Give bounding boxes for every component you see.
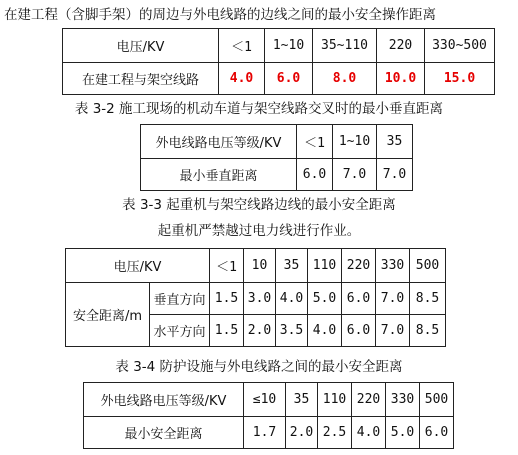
table3-value-cell: 3.5 [276, 315, 308, 347]
table3-value-cell: 6.0 [342, 315, 376, 347]
table1-value-cell: 8.0 [313, 63, 377, 95]
table3-value-cell: 4.0 [276, 283, 308, 315]
table4-header-cell: 外电线路电压等级/KV [84, 383, 244, 417]
table2-header-cell: 35 [377, 125, 413, 159]
table2-row [141, 159, 413, 191]
table2-value-cell: 7.0 [333, 159, 377, 191]
table4-header-row [84, 383, 454, 417]
table4-caption: 表 3-4 防护设施与外电线路之间的最小安全距离 [115, 359, 403, 375]
table1-header-cell: 220 [377, 29, 425, 63]
table1-value-cell: 4.0 [219, 63, 265, 95]
table2-row-label: 最小垂直距离 [141, 159, 297, 191]
table3-value-cell: 7.0 [376, 315, 410, 347]
table4-header-cell: 110 [318, 383, 352, 417]
table3-value-cell: 3.0 [244, 283, 276, 315]
table3-header-cell: ＜1 [210, 249, 244, 283]
table4 [83, 382, 454, 449]
table1 [62, 28, 495, 95]
table2-header-cell: 外电线路电压等级/KV [141, 125, 297, 159]
table3-row-label: 水平方向 [150, 315, 210, 347]
table3-header-cell: 电压/KV [66, 249, 210, 283]
table1-header-cell: 1~10 [265, 29, 313, 63]
table1-value-cell: 6.0 [265, 63, 313, 95]
table4-value-cell: 1.7 [244, 417, 286, 449]
table3-note: 起重机严禁越过电力线进行作业。 [157, 223, 361, 239]
table4-header-cell: ≤10 [244, 383, 286, 417]
table4-value-cell: 4.0 [352, 417, 386, 449]
table1-header-cell: ＜1 [219, 29, 265, 63]
table2-header-cell: ＜1 [297, 125, 333, 159]
table2-header-cell: 1~10 [333, 125, 377, 159]
table4-header-cell: 500 [420, 383, 454, 417]
table4-header-cell: 220 [352, 383, 386, 417]
table3-value-cell: 1.5 [210, 283, 244, 315]
table1-header-row [63, 29, 495, 63]
table4-row [84, 417, 454, 449]
table3-header-cell: 500 [410, 249, 446, 283]
table4-value-cell: 2.0 [286, 417, 318, 449]
table3-caption: 表 3-3 起重机与架空线路边线的最小安全距离 [122, 197, 396, 213]
table3-header-cell: 110 [308, 249, 342, 283]
table2-value-cell: 7.0 [377, 159, 413, 191]
table2-header-row [141, 125, 413, 159]
table2-caption: 表 3-2 施工现场的机动车道与架空线路交叉时的最小垂直距离 [74, 101, 444, 117]
table1-row [63, 63, 495, 95]
table1-value-cell: 10.0 [377, 63, 425, 95]
table3-header-cell: 330 [376, 249, 410, 283]
table3-value-cell: 6.0 [342, 283, 376, 315]
table1-header-cell: 电压/KV [63, 29, 219, 63]
table3-value-cell: 1.5 [210, 315, 244, 347]
table4-row-label: 最小安全距离 [84, 417, 244, 449]
table4-header-cell: 330 [386, 383, 420, 417]
table3-row-vertical [66, 283, 446, 315]
table3-value-cell: 7.0 [376, 283, 410, 315]
table3-header-cell: 35 [276, 249, 308, 283]
table4-value-cell: 5.0 [386, 417, 420, 449]
table3-value-cell: 4.0 [308, 315, 342, 347]
table3-value-cell: 5.0 [308, 283, 342, 315]
table1-value-cell: 15.0 [425, 63, 495, 95]
table4-value-cell: 6.0 [420, 417, 454, 449]
table4-header-cell: 35 [286, 383, 318, 417]
table3-row-label: 垂直方向 [150, 283, 210, 315]
table2 [140, 124, 413, 191]
table3-value-cell: 8.5 [410, 283, 446, 315]
table1-row-label: 在建工程与架空线路 [63, 63, 219, 95]
table1-header-cell: 35~110 [313, 29, 377, 63]
table3-value-cell: 2.0 [244, 315, 276, 347]
table3-header-cell: 220 [342, 249, 376, 283]
table3-row-group-label: 安全距离/m [66, 283, 150, 347]
table3-header-row [66, 249, 446, 283]
table1-header-cell: 330~500 [425, 29, 495, 63]
table3-header-cell: 10 [244, 249, 276, 283]
table2-value-cell: 6.0 [297, 159, 333, 191]
table4-value-cell: 2.5 [318, 417, 352, 449]
table3 [65, 248, 446, 347]
table1-caption: 在建工程（含脚手架）的周边与外电线路的边线之间的最小安全操作距离 [4, 7, 436, 23]
table3-value-cell: 8.5 [410, 315, 446, 347]
